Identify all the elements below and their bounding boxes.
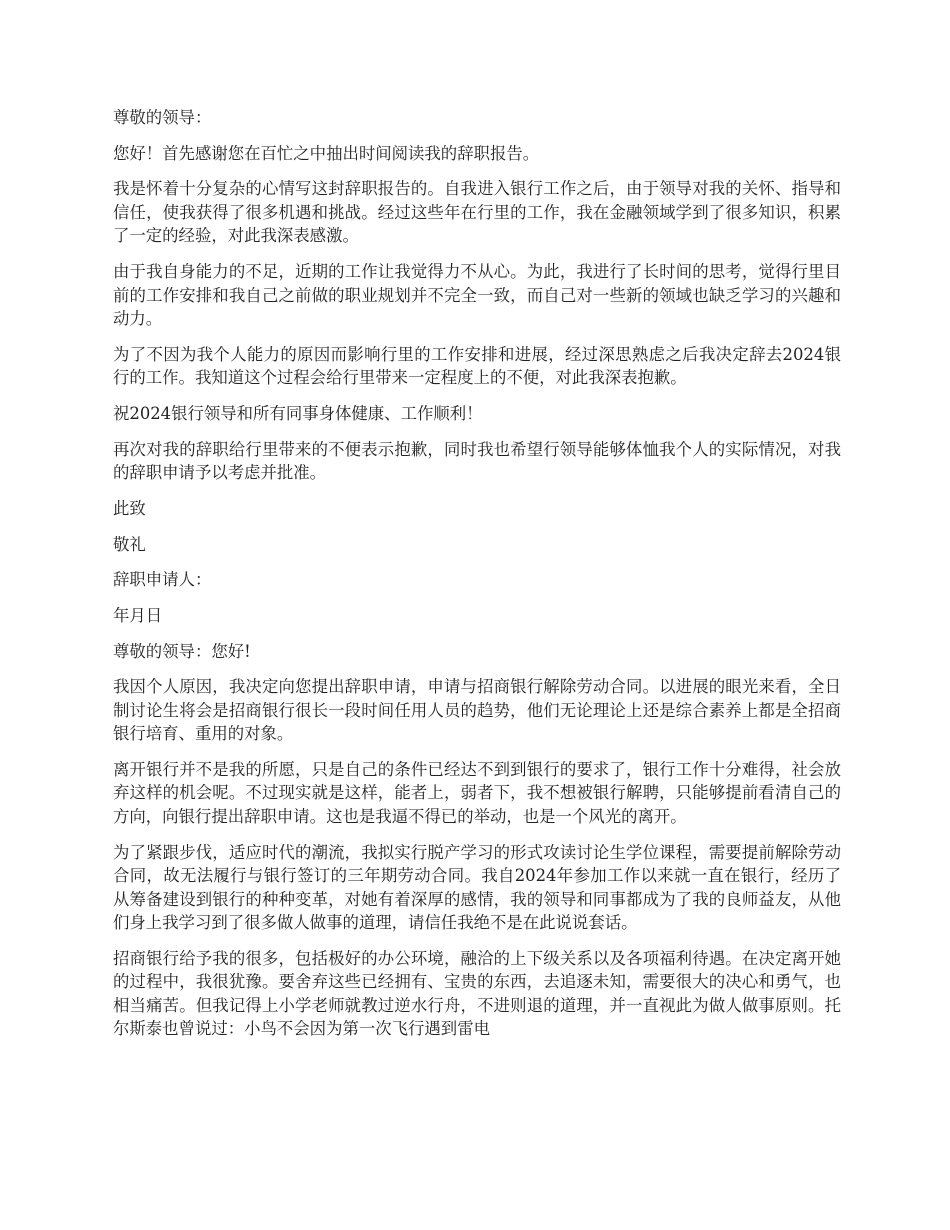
body-paragraph: 由于我自身能力的不足，近期的工作让我觉得力不从心。为此，我进行了长时间的思考，觉得行里目前的工作安排和我自己之前做的职业规划并不完全一致，而自己对一些新的领域也缺乏学习的兴趣和动力。 [113, 262, 841, 329]
body-paragraph: 离开银行并不是我的所愿，只是自己的条件已经达不到到银行的要求了，银行工作十分难得，社会放弃这样的机会呢。不过现实就是这样，能者上，弱者下，我不想被银行解聘，只能够提前看清自己的方向，向银行提出辞职申请。这也是我逼不得已的举动，也是一个风光的离开。 [113, 759, 841, 826]
closing-salute: 敬礼 [113, 534, 146, 554]
body-paragraph: 为了紧跟步伐，适应时代的潮流，我拟实行脱产学习的形式攻读讨论生学位课程，需要提前解除劳动合同，故无法履行与银行签订的三年期劳动合同。我自2024年参加工作以来就一直在银行，经历了从筹备建设到银行的种种变革，对她有着深厚的感情，我的领导和同事都成为了我的良师益友，从他们身上我学习到了很多做人做事的道理，请信任我绝不是在此说说套话。 [113, 842, 841, 933]
wishes-paragraph: 祝2024银行领导和所有同事身体健康、工作顺利！ [113, 403, 483, 423]
date-label: 年月日 [113, 605, 163, 625]
salutation: 尊敬的领导：您好! [113, 641, 251, 661]
greeting-paragraph: 您好！首先感谢您在百忙之中抽出时间阅读我的辞职报告。 [113, 143, 540, 163]
signature-label: 辞职申请人： [113, 570, 212, 590]
body-paragraph: 招商银行给予我的很多，包括极好的办公环境，融洽的上下级关系以及各项福利待遇。在决定离开她的过程中，我很犹豫。要舍弃这些已经拥有、宝贵的东西，去追逐未知，需要很大的决心和勇气，也相当痛苦。但我记得上小学老师就教过逆水行舟，不进则退的道理，并一直视此为做人做事原则。托尔斯泰也曾说过：小鸟不会因为第一次飞行遇到雷电 [113, 948, 841, 1039]
closing-line: 此致 [113, 498, 146, 518]
body-paragraph: 再次对我的辞职给行里带来的不便表示抱歉，同时我也希望行领导能够体恤我个人的实际情况，对我的辞职申请予以考虑并批准。 [113, 439, 841, 483]
body-paragraph: 为了不因为我个人能力的原因而影响行里的工作安排和进展，经过深思熟虑之后我决定辞去2024银行的工作。我知道这个过程会给行里带来一定程度上的不便，对此我深表抱歉。 [113, 344, 841, 388]
salutation: 尊敬的领导： [113, 108, 212, 127]
body-paragraph: 我因个人原因，我决定向您提出辞职申请，申请与招商银行解除劳动合同。以进展的眼光来看，全日制讨论生将会是招商银行很长一段时间任用人员的趋势，他们无论理论上还是综合素养上都是全招商银行培育、重用的对象。 [113, 677, 841, 744]
letter-body [113, 106, 841, 1053]
body-paragraph: 我是怀着十分复杂的心情写这封辞职报告的。自我进入银行工作之后，由于领导对我的关怀、指导和信任，使我获得了很多机遇和挑战。经过这些年在行里的工作，我在金融领域学到了很多知识，积累了一定的经验，对此我深表感激。 [113, 179, 841, 246]
